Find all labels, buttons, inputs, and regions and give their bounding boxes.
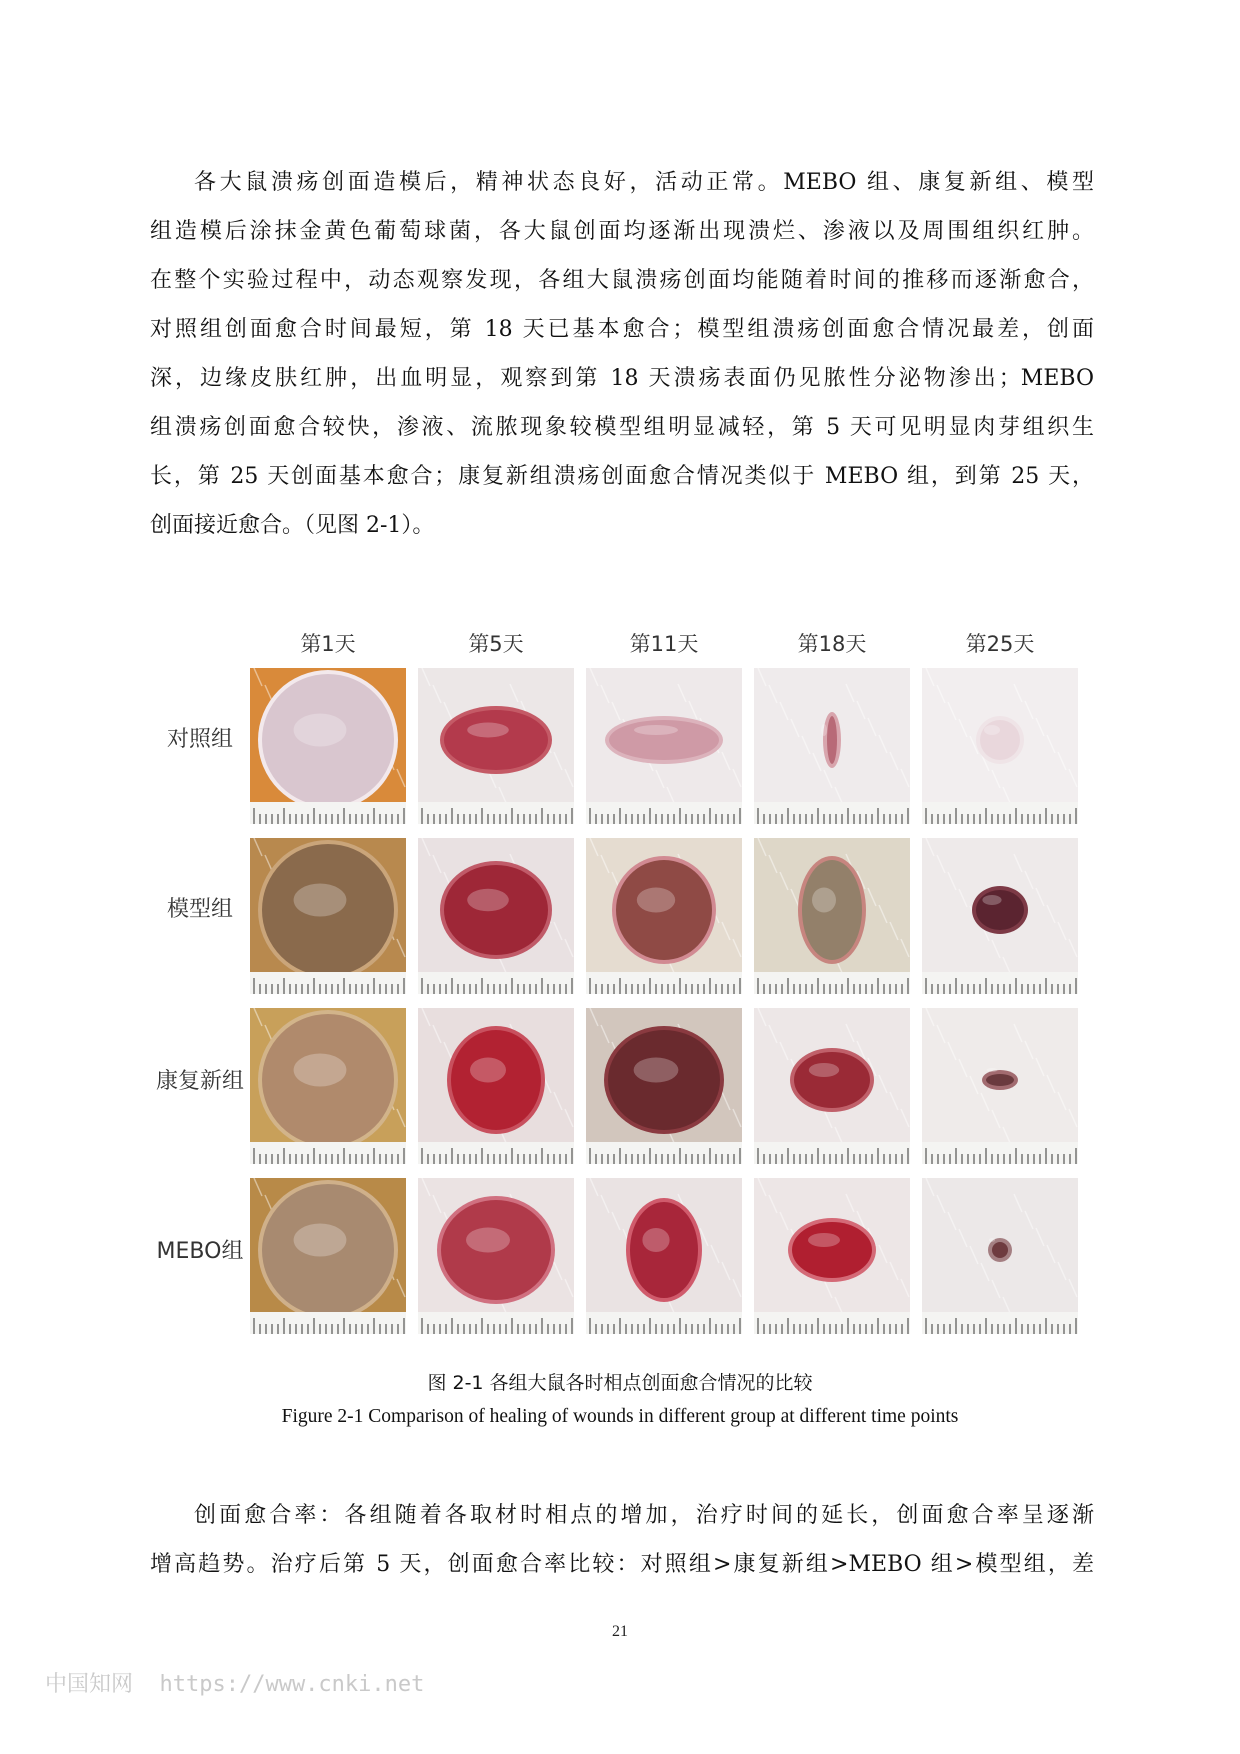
ruler-strip (418, 1142, 574, 1164)
row-label-mebo: MEBO组 (156, 1239, 244, 1264)
wound-area (986, 1074, 1014, 1086)
column-header-day1: 第1天 (300, 632, 356, 656)
wound-photo-model-day11 (586, 838, 742, 994)
wound-photo-model-day18 (754, 838, 910, 994)
page-number: 21 (612, 1623, 628, 1640)
ruler-strip (250, 802, 406, 824)
ruler-strip (418, 972, 574, 994)
wound-photo-control-day5 (418, 668, 574, 824)
wound-highlight (294, 1054, 347, 1087)
text-line: 增高趋势。治疗后第 5 天，创面愈合率比较：对照组>康复新组>MEBO 组>模型组，差 (150, 1552, 1094, 1577)
wound-photo-illustration (418, 668, 574, 824)
wound-photo-illustration (418, 838, 574, 994)
text-line: 在整个实验过程中，动态观察发现，各组大鼠溃疡创面均能随着时间的推移而逐渐愈合， (150, 268, 1094, 293)
wound-photo-kangfuxin-day11 (586, 1008, 742, 1164)
wound-photo-illustration (754, 1178, 910, 1334)
wound-highlight (294, 714, 347, 747)
wound-photo-control-day25 (922, 668, 1078, 824)
wound-highlight (634, 725, 678, 735)
wound-highlight (812, 888, 836, 913)
text-line: 组溃疡创面愈合较快，渗液、流脓现象较模型组明显减轻，第 5 天可见明显肉芽组织生 (150, 415, 1094, 440)
wound-photo-illustration (250, 1178, 406, 1334)
wound-area (827, 716, 837, 764)
wound-photo-model-day25 (922, 838, 1078, 994)
ruler-strip (922, 1312, 1078, 1334)
wound-area (976, 890, 1024, 930)
wound-photo-illustration (922, 1178, 1078, 1334)
wound-area (802, 860, 862, 960)
text-line: 各大鼠溃疡创面造模后，精神状态良好，活动正常。MEBO 组、康复新组、模型 (194, 170, 1094, 195)
wound-highlight (294, 884, 347, 917)
wound-photo-illustration (922, 668, 1078, 824)
wound-photo-illustration (418, 1008, 574, 1164)
wound-photo-kangfuxin-day5 (418, 1008, 574, 1164)
wound-highlight (294, 1224, 347, 1257)
figure-caption-en: Figure 2-1 Comparison of healing of wounds in different group at different time points (281, 1406, 959, 1427)
wound-photo-mebo-day25 (922, 1178, 1078, 1334)
wound-photo-illustration (586, 1008, 742, 1164)
ruler-strip (754, 802, 910, 824)
wound-highlight (982, 895, 1001, 905)
wound-photo-model-day1 (250, 838, 406, 994)
wound-highlight (467, 889, 509, 912)
wound-photo-control-day11 (586, 668, 742, 824)
row-label-kangfuxin: 康复新组 (155, 1069, 244, 1094)
watermark: 中国知网 https://www.cnki.net (45, 1672, 425, 1697)
body-paragraph-2 (150, 1491, 1094, 1589)
wound-highlight (808, 1233, 840, 1247)
wound-area (630, 1202, 698, 1298)
wound-photo-illustration (754, 668, 910, 824)
wound-photo-control-day1 (250, 668, 406, 824)
wound-photo-illustration (250, 668, 406, 824)
wound-highlight (637, 888, 675, 913)
wound-highlight (809, 1063, 839, 1077)
wound-healing-figure (145, 628, 1095, 1348)
wound-highlight (634, 1058, 679, 1083)
ruler-strip (418, 1312, 574, 1334)
text-line: 对照组创面愈合时间最短，第 18 天已基本愈合；模型组溃疡创面愈合情况最差，创面 (150, 317, 1094, 342)
wound-photo-mebo-day5 (418, 1178, 574, 1334)
wound-photo-illustration (754, 838, 910, 994)
wound-photo-mebo-day1 (250, 1178, 406, 1334)
ruler-strip (922, 1142, 1078, 1164)
ruler-strip (754, 972, 910, 994)
wound-photo-kangfuxin-day25 (922, 1008, 1078, 1164)
column-header-day18: 第18天 (797, 632, 867, 656)
wound-photo-mebo-day11 (586, 1178, 742, 1334)
wound-highlight (984, 725, 1000, 735)
wound-highlight (466, 1228, 510, 1253)
ruler-strip (250, 1312, 406, 1334)
ruler-strip (586, 972, 742, 994)
wound-photo-kangfuxin-day1 (250, 1008, 406, 1164)
wound-photo-illustration (922, 838, 1078, 994)
wound-area (980, 720, 1020, 760)
body-paragraph-1 (150, 158, 1094, 550)
wound-highlight (642, 1228, 669, 1252)
wound-photo-model-day5 (418, 838, 574, 994)
ruler-strip (922, 802, 1078, 824)
wound-photo-illustration (586, 668, 742, 824)
wound-highlight (467, 723, 509, 738)
column-header-day25: 第25天 (965, 632, 1035, 656)
ruler-strip (250, 972, 406, 994)
wound-photo-illustration (586, 1178, 742, 1334)
text-line: 创面愈合率：各组随着各取材时相点的增加，治疗时间的延长，创面愈合率呈逐渐 (194, 1503, 1094, 1528)
wound-photo-illustration (922, 1008, 1078, 1164)
row-label-control: 对照组 (166, 727, 233, 752)
wound-area (792, 1222, 872, 1278)
wound-highlight (821, 724, 827, 736)
wound-highlight (989, 1238, 995, 1242)
wound-photo-illustration (754, 1008, 910, 1164)
text-line: 组造模后涂抹金黄色葡萄球菌，各大鼠创面均逐渐出现溃烂、渗液以及周围组织红肿。 (150, 219, 1094, 244)
wound-photo-illustration (586, 838, 742, 994)
wound-highlight (470, 1058, 506, 1083)
wound-photo-control-day18 (754, 668, 910, 824)
wound-photo-illustration (418, 1178, 574, 1334)
ruler-strip (586, 802, 742, 824)
wound-highlight (986, 1068, 997, 1072)
wound-area (992, 1242, 1008, 1258)
ruler-strip (922, 972, 1078, 994)
column-header-day5: 第5天 (468, 632, 524, 656)
ruler-strip (586, 1142, 742, 1164)
text-line: 长，第 25 天创面基本愈合；康复新组溃疡创面愈合情况类似于 MEBO 组，到第 25 天， (150, 464, 1094, 489)
ruler-strip (754, 1142, 910, 1164)
ruler-strip (418, 802, 574, 824)
column-header-day11: 第11天 (629, 632, 699, 656)
wound-photo-kangfuxin-day18 (754, 1008, 910, 1164)
wound-area (444, 710, 548, 770)
wound-photo-illustration (250, 838, 406, 994)
ruler-strip (586, 1312, 742, 1334)
figure-caption-cn: 图 2-1 各组大鼠各时相点创面愈合情况的比较 (427, 1372, 813, 1394)
ruler-strip (250, 1142, 406, 1164)
wound-photo-mebo-day18 (754, 1178, 910, 1334)
ruler-strip (754, 1312, 910, 1334)
text-line: 创面接近愈合。（见图 2-1）。 (150, 513, 435, 538)
wound-photo-illustration (250, 1008, 406, 1164)
text-line: 深，边缘皮肤红肿，出血明显，观察到第 18 天溃疡表面仍见脓性分泌物渗出；MEBO (150, 366, 1094, 391)
wound-area (794, 1052, 870, 1108)
row-label-model: 模型组 (166, 897, 233, 922)
